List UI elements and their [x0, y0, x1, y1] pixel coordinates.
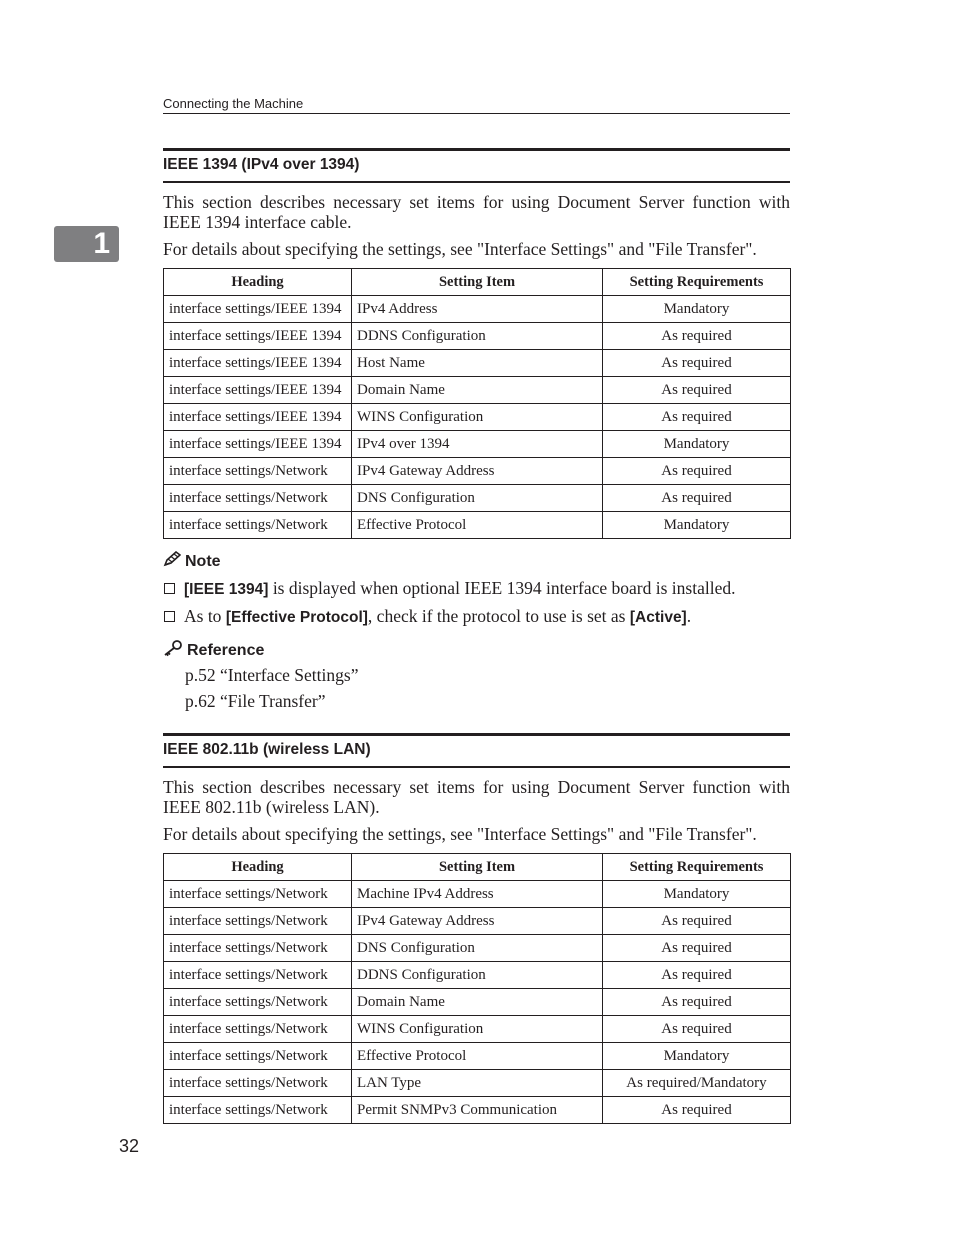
table-row: [164, 935, 791, 962]
chapter-tab: 1: [54, 226, 119, 262]
requirement-cell: As required: [603, 962, 791, 989]
table-row: [164, 962, 791, 989]
requirement-cell: As required: [603, 1016, 791, 1043]
table-row: [164, 458, 791, 485]
reference-heading: [163, 639, 790, 662]
setting-item-cell: Effective Protocol: [352, 1043, 603, 1070]
requirement-cell: As required: [603, 908, 791, 935]
setting-item-cell: LAN Type: [352, 1070, 603, 1097]
key-label: [Effective Protocol]: [225, 609, 368, 626]
column-header: Setting Requirements: [603, 269, 791, 296]
requirement-cell: As required/Mandatory: [603, 1070, 791, 1097]
table-header-row: [164, 854, 791, 881]
setting-item-cell: DNS Configuration: [352, 935, 603, 962]
heading-cell: interface settings/IEEE 1394: [164, 377, 352, 404]
requirement-cell: As required: [603, 935, 791, 962]
section-intro: This section describes necessary set items for using Document Server function with IEEE 1394 interface cable.: [163, 192, 790, 232]
table-row: [164, 908, 791, 935]
section-details: For details about specifying the settings, see "Interface Settings" and "File Transfer".: [163, 239, 757, 259]
heading-cell: interface settings/Network: [164, 1043, 352, 1070]
table-row: [164, 485, 791, 512]
heading-cell: interface settings/Network: [164, 458, 352, 485]
note-list: [163, 575, 790, 631]
section-ieee1394: [163, 148, 790, 714]
table-row: [164, 350, 791, 377]
table-row: [164, 1016, 791, 1043]
setting-item-cell: IPv4 Gateway Address: [352, 908, 603, 935]
heading-cell: interface settings/IEEE 1394: [164, 350, 352, 377]
setting-item-cell: DNS Configuration: [352, 485, 603, 512]
table-row: [164, 989, 791, 1016]
requirement-cell: As required: [603, 377, 791, 404]
note-item: [163, 575, 790, 603]
heading-cell: interface settings/Network: [164, 512, 352, 539]
note-heading: [163, 551, 790, 572]
requirement-cell: Mandatory: [603, 512, 791, 539]
table-row: [164, 1043, 791, 1070]
heading-cell: interface settings/IEEE 1394: [164, 431, 352, 458]
section-ieee80211b: [163, 733, 790, 1124]
settings-table: [163, 268, 791, 539]
heading-cell: interface settings/Network: [164, 1070, 352, 1097]
heading-cell: interface settings/IEEE 1394: [164, 296, 352, 323]
section-title: IEEE 1394 (IPv4 over 1394): [163, 148, 790, 183]
setting-item-cell: IPv4 Address: [352, 296, 603, 323]
setting-item-cell: WINS Configuration: [352, 1016, 603, 1043]
note-text: is displayed when optional IEEE 1394 interface board is installed.: [268, 578, 736, 598]
table-row: [164, 512, 791, 539]
column-header: Setting Requirements: [603, 854, 791, 881]
table-row: [164, 377, 791, 404]
heading-cell: interface settings/Network: [164, 962, 352, 989]
setting-item-cell: Domain Name: [352, 377, 603, 404]
note-text: As to: [184, 606, 226, 626]
column-header: Setting Item: [352, 854, 603, 881]
setting-item-cell: WINS Configuration: [352, 404, 603, 431]
table-header-row: [164, 269, 791, 296]
note-block: [163, 551, 790, 631]
requirement-cell: Mandatory: [603, 1043, 791, 1070]
section-title: IEEE 802.11b (wireless LAN): [163, 733, 790, 768]
heading-cell: interface settings/Network: [164, 485, 352, 512]
section-intro: This section describes necessary set items for using Document Server function with IEEE 802.11b (wireless LAN).: [163, 777, 790, 817]
heading-cell: interface settings/Network: [164, 989, 352, 1016]
running-header: Connecting the Machine: [163, 96, 790, 114]
setting-item-cell: Permit SNMPv3 Communication: [352, 1097, 603, 1124]
column-header: Setting Item: [352, 269, 603, 296]
requirement-cell: As required: [603, 989, 791, 1016]
reference-link[interactable]: p.52 “Interface Settings”: [185, 665, 359, 685]
pencil-icon: [163, 551, 181, 572]
heading-cell: interface settings/IEEE 1394: [164, 323, 352, 350]
heading-cell: interface settings/Network: [164, 908, 352, 935]
table-row: [164, 431, 791, 458]
table-row: [164, 296, 791, 323]
requirement-cell: As required: [603, 404, 791, 431]
reference-link[interactable]: p.62 “File Transfer”: [185, 691, 326, 711]
key-label: [IEEE 1394]: [184, 581, 269, 598]
setting-item-cell: IPv4 over 1394: [352, 431, 603, 458]
column-header: Heading: [164, 854, 352, 881]
settings-table: [163, 853, 791, 1124]
key-icon: [163, 639, 183, 662]
setting-item-cell: Machine IPv4 Address: [352, 881, 603, 908]
heading-cell: interface settings/Network: [164, 1097, 352, 1124]
requirement-cell: As required: [603, 1097, 791, 1124]
requirement-cell: As required: [603, 458, 791, 485]
heading-cell: interface settings/IEEE 1394: [164, 404, 352, 431]
setting-item-cell: Effective Protocol: [352, 512, 603, 539]
checkbox-bullet-icon: [164, 583, 175, 594]
requirement-cell: Mandatory: [603, 881, 791, 908]
requirement-cell: As required: [603, 485, 791, 512]
setting-item-cell: Domain Name: [352, 989, 603, 1016]
setting-item-cell: DDNS Configuration: [352, 962, 603, 989]
heading-cell: interface settings/Network: [164, 1016, 352, 1043]
setting-item-cell: DDNS Configuration: [352, 323, 603, 350]
table-row: [164, 1097, 791, 1124]
heading-cell: interface settings/Network: [164, 935, 352, 962]
note-text: .: [686, 606, 692, 626]
table-row: [164, 1070, 791, 1097]
note-text: , check if the protocol to use is set as: [367, 606, 630, 626]
table-row: [164, 404, 791, 431]
reference-title: Reference: [187, 641, 265, 659]
reference-block: [163, 639, 790, 714]
page-number: 32: [119, 1136, 140, 1156]
table-row: [164, 881, 791, 908]
requirement-cell: As required: [603, 350, 791, 377]
setting-item-cell: Host Name: [352, 350, 603, 377]
heading-cell: interface settings/Network: [164, 881, 352, 908]
note-title: Note: [185, 552, 221, 570]
requirement-cell: As required: [603, 323, 791, 350]
requirement-cell: Mandatory: [603, 431, 791, 458]
setting-item-cell: IPv4 Gateway Address: [352, 458, 603, 485]
column-header: Heading: [164, 269, 352, 296]
section-details: For details about specifying the settings, see "Interface Settings" and "File Transfer".: [163, 824, 757, 844]
requirement-cell: Mandatory: [603, 296, 791, 323]
table-row: [164, 323, 791, 350]
note-item: [163, 603, 790, 631]
checkbox-bullet-icon: [164, 611, 175, 622]
key-label: [Active]: [629, 609, 687, 626]
